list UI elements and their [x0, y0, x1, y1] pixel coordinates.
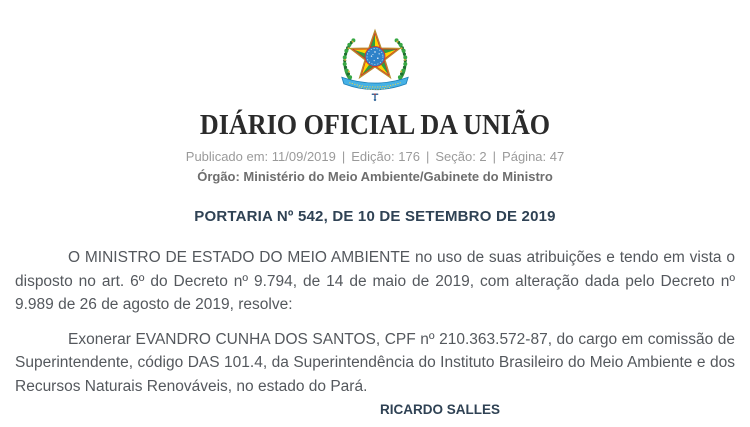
- masthead-title: DIÁRIO OFICIAL DA UNIÃO: [199, 109, 551, 141]
- edition-number: Edição: 176: [351, 149, 420, 164]
- publication-meta: [0, 149, 750, 165]
- meta-separator: |: [425, 149, 430, 164]
- page-number: Página: 47: [502, 149, 565, 164]
- organ-label: Órgão: Ministério do Meio Ambiente/Gabinete do Ministro: [197, 169, 553, 184]
- published-date: Publicado em: 11/09/2019: [185, 149, 336, 164]
- act-paragraph: O MINISTRO DE ESTADO DO MEIO AMBIENTE no uso de suas atribuições e tendo em vista o disposto no art. 6º do Decreto nº 9.794, de 14 de maio de 2019, com alteração dada pelo Decreto nº 9.989 de 26 de agosto de 2019, resolve:: [15, 249, 735, 313]
- signature-name: RICARDO SALLES: [379, 402, 500, 417]
- brazil-coat-of-arms-icon: [329, 25, 421, 103]
- celestial-disc: [365, 47, 385, 67]
- meta-separator: |: [341, 149, 346, 164]
- meta-separator: |: [492, 149, 497, 164]
- act-heading: PORTARIA Nº 542, DE 10 DE SETEMBRO DE 2019: [194, 208, 556, 225]
- sword-hilt: [372, 93, 379, 101]
- section-number: Seção: 2: [435, 149, 487, 164]
- ribbon-banner: [342, 77, 408, 89]
- act-body: [15, 246, 735, 409]
- act-paragraph: Exonerar EVANDRO CUNHA DOS SANTOS, CPF nº 210.363.572-87, do cargo em comissão de Superintendente, código DAS 101.4, da Superintendência do Instituto Brasileiro do Meio Ambiente e dos Recursos Naturais Renováveis, no estado do Pará.: [15, 330, 735, 395]
